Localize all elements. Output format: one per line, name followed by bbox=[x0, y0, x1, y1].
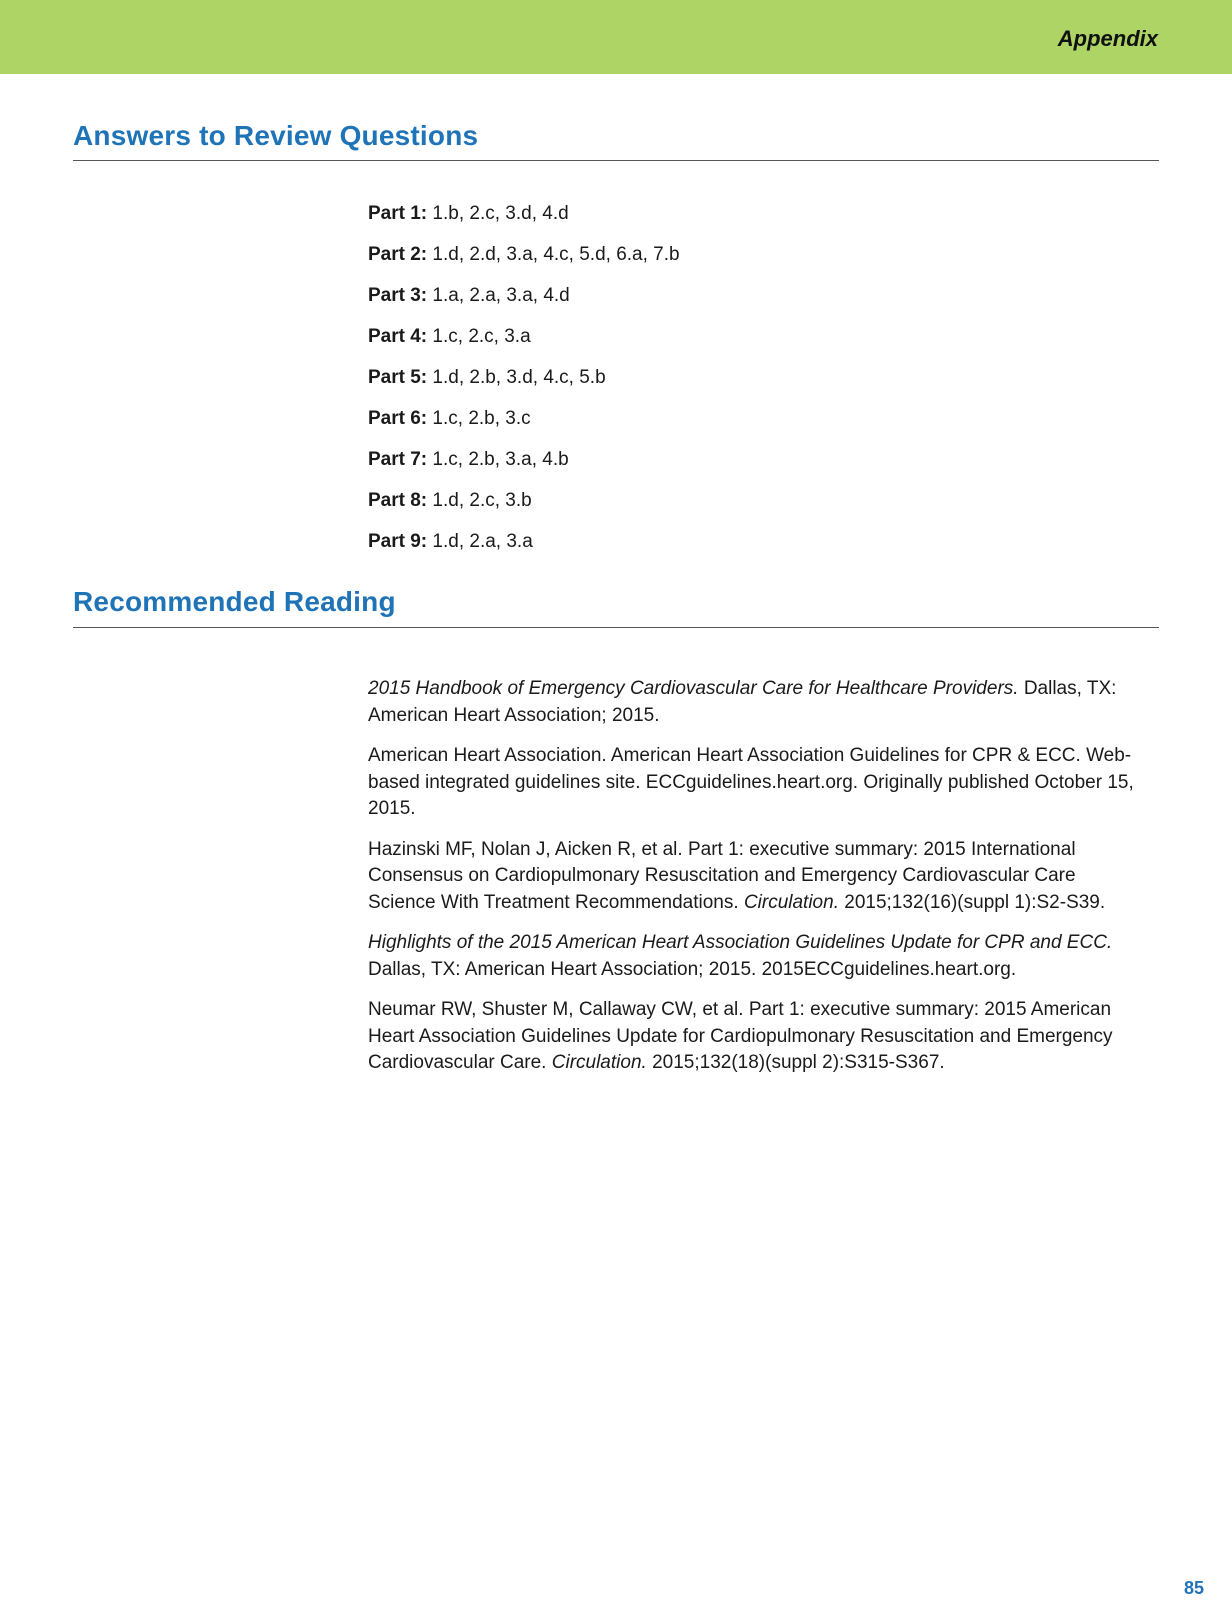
part-label: Part 4: bbox=[368, 326, 428, 347]
answer-item bbox=[368, 405, 680, 446]
reading-heading: Recommended Reading bbox=[73, 586, 396, 617]
part-label: Part 9: bbox=[368, 531, 428, 552]
answer-item bbox=[368, 364, 680, 405]
answers-heading: Answers to Review Questions bbox=[73, 120, 479, 151]
reference-item bbox=[368, 676, 1148, 729]
answer-item bbox=[368, 528, 680, 569]
reference-journal: Circulation. bbox=[743, 891, 839, 913]
reading-divider bbox=[73, 627, 1159, 628]
part-label: Part 7: bbox=[368, 449, 428, 470]
reference-item bbox=[368, 997, 1148, 1077]
answer-item bbox=[368, 323, 680, 364]
answers-list bbox=[368, 200, 680, 569]
reference-title: 2015 Handbook of Emergency Cardiovascular Care for Healthcare Providers. bbox=[368, 678, 1019, 699]
part-answers: 1.c, 2.b, 3.c bbox=[432, 408, 531, 429]
reading-list bbox=[368, 676, 1148, 1091]
reference-citation: 2015;132(16)(suppl 1):S2-S39. bbox=[838, 891, 1106, 913]
reference-text: American Heart Association. American Heart Association Guidelines for CPR & ECC. Web-based integrated guidelines site. ECCguidelines.heart.org. Originally published October 15, 2015. bbox=[368, 745, 1134, 819]
answers-divider bbox=[73, 160, 1159, 161]
answer-item bbox=[368, 282, 680, 323]
part-label: Part 5: bbox=[368, 367, 428, 388]
header-bar bbox=[0, 0, 1232, 74]
part-answers: 1.d, 2.d, 3.a, 4.c, 5.d, 6.a, 7.b bbox=[432, 244, 680, 265]
part-answers: 1.a, 2.a, 3.a, 4.d bbox=[432, 285, 570, 306]
reference-item bbox=[368, 743, 1148, 823]
part-answers: 1.d, 2.b, 3.d, 4.c, 5.b bbox=[432, 367, 606, 388]
part-label: Part 6: bbox=[368, 408, 428, 429]
reference-journal: Circulation. bbox=[551, 1052, 647, 1073]
reference-item bbox=[368, 930, 1148, 983]
answer-item bbox=[368, 200, 680, 241]
part-label: Part 3: bbox=[368, 285, 428, 306]
reference-text: Dallas, TX: American Heart Association; 2015. bbox=[368, 678, 1117, 726]
answer-item bbox=[368, 487, 680, 528]
reference-citation: 2015;132(18)(suppl 2):S315-S367. bbox=[646, 1052, 945, 1073]
part-answers: 1.c, 2.b, 3.a, 4.b bbox=[432, 449, 569, 470]
part-answers: 1.d, 2.c, 3.b bbox=[432, 490, 532, 511]
part-answers: 1.d, 2.a, 3.a bbox=[432, 531, 533, 552]
page-number: 85 bbox=[1183, 1578, 1204, 1598]
part-answers: 1.c, 2.c, 3.a bbox=[432, 326, 531, 347]
reference-item bbox=[368, 837, 1148, 917]
part-label: Part 8: bbox=[368, 490, 428, 511]
answer-item bbox=[368, 241, 680, 282]
reference-text: Dallas, TX: American Heart Association; 2015. 2015ECCguidelines.heart.org. bbox=[368, 958, 1017, 980]
answer-item bbox=[368, 446, 680, 487]
reference-title: Highlights of the 2015 American Heart Association Guidelines Update for CPR and ECC. bbox=[368, 932, 1113, 953]
part-label: Part 2: bbox=[368, 244, 428, 265]
part-label: Part 1: bbox=[368, 203, 428, 224]
section-label: Appendix bbox=[1057, 26, 1158, 51]
part-answers: 1.b, 2.c, 3.d, 4.d bbox=[432, 203, 569, 224]
reference-text: Neumar RW, Shuster M, Callaway CW, et al. Part 1: executive summary: 2015 American Heart Association Guidelines Update for Cardiopulmonary Resuscitation and Emergency Cardiovascular Care. bbox=[368, 999, 1113, 1073]
reference-text: Hazinski MF, Nolan J, Aicken R, et al. Part 1: executive summary: 2015 International Consensus on Cardiopulmonary Resuscitation and Emergency Cardiovascular Care Science With Treatment Recommendations. bbox=[368, 838, 1076, 913]
